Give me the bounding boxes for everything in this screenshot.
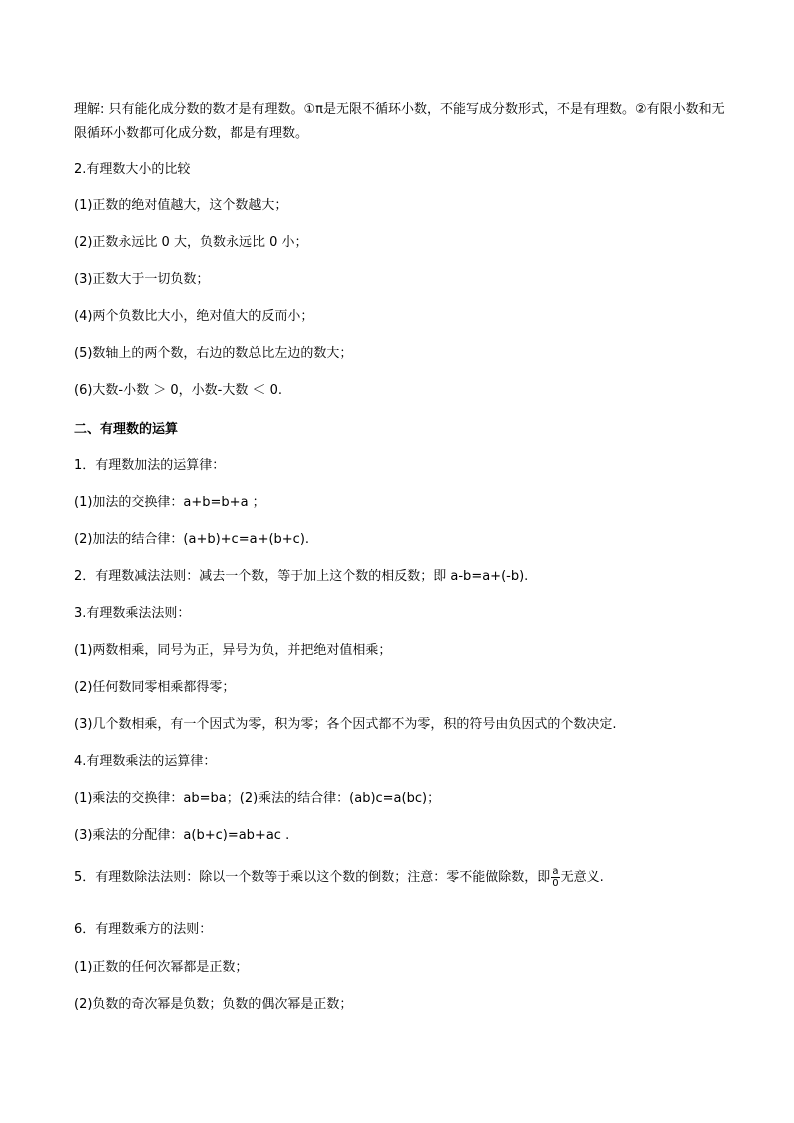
rule-item: (1)加法的交换律：a+b=b+a ； <box>74 495 266 510</box>
rule-item: (3)正数大于一切负数； <box>74 272 210 287</box>
subheading-power: 6．有理数乘方的法则： <box>74 922 213 937</box>
section-heading-operations: 二、有理数的运算 <box>74 422 179 437</box>
rule-item: (3)乘法的分配律：a(b+c)=ab+ac . <box>74 828 290 843</box>
rule-item: (2)加法的结合律：(a+b)+c=a+(b+c). <box>74 532 310 547</box>
rule-item: (4)两个负数比大小，绝对值大的反而小； <box>74 309 314 324</box>
paragraph-understanding: 理解: 只有能化成分数的数才是有理数。①π是无限不循环小数，不能写成分数形式，不是有理数。②有限小数和无限循环小数都可化成分数，都是有理数。 <box>74 102 725 141</box>
rule-item: (2)任何数同零相乘都得零； <box>74 680 236 695</box>
subheading-multiplication-laws: 4.有理数乘法的运算律： <box>74 754 217 769</box>
rule-item: (1)乘法的交换律：ab=ba；(2)乘法的结合律：(ab)c=a(bc)； <box>74 791 441 806</box>
rule-item: (1)正数的任何次幂都是正数； <box>74 960 249 975</box>
rule-item: (1)正数的绝对值越大，这个数越大； <box>74 198 288 213</box>
rule-item: (2)正数永远比 0 大，负数永远比 0 小； <box>74 235 308 250</box>
rule-item: (6)大数-小数 ＞ 0，小数-大数 ＜ 0. <box>74 383 283 398</box>
subheading-subtraction: 2．有理数减法法则：减去一个数，等于加上这个数的相反数；即 a-b=a+(-b). <box>74 569 529 584</box>
rule-item: (2)负数的奇次幂是负数；负数的偶次幂是正数； <box>74 997 353 1012</box>
subheading-multiplication: 3.有理数乘法法则： <box>74 606 191 621</box>
division-text-end: 无意义. <box>560 870 604 885</box>
rule-item: (5)数轴上的两个数，右边的数总比左边的数大； <box>74 346 353 361</box>
subheading-comparison: 2.有理数大小的比较 <box>74 162 191 177</box>
subheading-division <box>74 866 734 889</box>
rule-item: (3)几个数相乘，有一个因式为零，积为零；各个因式都不为零，积的符号由负因式的个数决定. <box>74 717 617 732</box>
rule-item: (1)两数相乘，同号为正，异号为负，并把绝对值相乘； <box>74 643 392 658</box>
division-text: 5．有理数除法法则：除以一个数等于乘以这个数的倒数；注意：零不能做除数，即 <box>74 870 551 885</box>
subheading-addition: 1．有理数加法的运算律： <box>74 458 226 473</box>
fraction-a-over-0: $\frac{a}{0}$ <box>552 866 559 889</box>
